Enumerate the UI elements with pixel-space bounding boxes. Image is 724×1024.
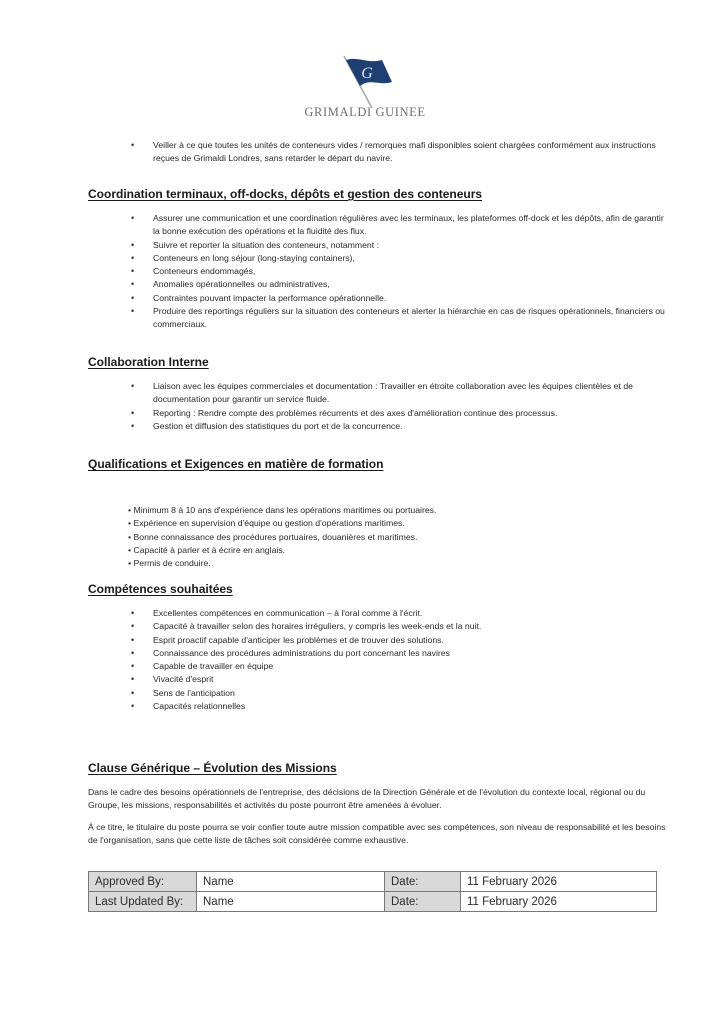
collaboration-list <box>88 380 668 433</box>
list-item: • Produire des reportings réguliers sur la situation des conteneurs et alerter la hiérarchie en cas de risques opérationnels, financiers ou commerciaux. <box>88 305 668 332</box>
section-title-collaboration: Collaboration Interne <box>88 355 209 369</box>
table-row <box>89 872 657 892</box>
list-item: • Minimum 8 à 10 ans d'expérience dans les opérations maritimes ou portuaires. <box>128 505 437 515</box>
flag-icon <box>330 52 400 108</box>
list-item: • Connaissance des procédures administrations du port concernant les navires <box>88 647 668 660</box>
signoff-table <box>88 871 657 912</box>
list-item: • Reporting : Rendre compte des problèmes récurrents et des axes d'amélioration continue des processus. <box>88 407 668 420</box>
last-updated-by-label: Last Updated By: <box>89 892 197 912</box>
list-item: • Vivacité d'esprit <box>88 673 668 686</box>
list-item: • Capacité à parler et à écrire en anglais. <box>128 544 286 555</box>
intro-list <box>88 139 668 166</box>
section-title-coordination: Coordination terminaux, off-docks, dépôts et gestion des conteneurs <box>88 187 483 201</box>
list-item: • Suivre et reporter la situation des conteneurs, notamment : <box>88 239 668 252</box>
company-logo <box>300 52 430 122</box>
list-item: • Veiller à ce que toutes les unités de conteneurs vides / remorques mafi disponibles soient chargées conformément aux instructions reçues de Grimaldi Londres, sans retarder le départ du navire. <box>88 139 668 166</box>
date-label: Date: <box>385 872 461 892</box>
section-title-qualifications: Qualifications et Exigences en matière de formation <box>88 457 384 471</box>
list-item: • Contraintes pouvant impacter la performance opérationnelle. <box>88 292 668 305</box>
list-item: • Sens de l'anticipation <box>88 687 668 700</box>
approved-date: 11 February 2026 <box>461 872 657 892</box>
list-item: • Permis de conduire. <box>128 558 211 569</box>
list-item: • Bonne connaissance des procédures portuaires, douanières et maritimes. <box>128 531 418 542</box>
approved-by-name: Name <box>197 872 385 892</box>
clause-text <box>88 786 668 847</box>
list-item: • Capable de travailler en équipe <box>88 660 668 673</box>
competences-list <box>88 607 668 713</box>
list-item: • Assurer une communication et une coordination régulières avec les terminaux, les plateformes off-dock et les dépôts, afin de garantir la bonne exécution des opérations et la fluidité des flux. <box>88 212 668 239</box>
list-item: • Esprit proactif capable d'anticiper les problèmes et de trouver des solutions. <box>88 634 668 647</box>
list-item: • Anomalies opérationnelles ou administratives, <box>88 278 668 291</box>
list-item: • Conteneurs endommagés, <box>88 265 668 278</box>
list-item: • Excellentes compétences en communication – à l'oral comme à l'écrit. <box>88 607 668 620</box>
approved-by-label: Approved By: <box>89 872 197 892</box>
list-item: • Liaison avec les équipes commerciales et documentation : Travailler en étroite collaboration avec les équipes clientèles et de documentation pour garantir un service fluide. <box>88 380 668 407</box>
list-item: • Capacités relationnelles <box>88 700 668 713</box>
last-updated-date: 11 February 2026 <box>461 892 657 912</box>
table-row <box>89 892 657 912</box>
svg-text:G: G <box>361 65 373 82</box>
list-item: • Capacité à travailler selon des horaires irréguliers, y compris les week-ends et la nuit. <box>88 620 668 633</box>
coordination-list <box>88 212 668 332</box>
list-item: • Expérience en supervision d'équipe ou gestion d'opérations maritimes. <box>128 518 405 529</box>
list-item: • Gestion et diffusion des statistiques du port et de la concurrence. <box>88 420 668 433</box>
section-title-competences: Compétences souhaitées <box>88 582 233 596</box>
logo-text: GRIMALDI GUINEE <box>304 105 426 119</box>
list-item: • Conteneurs en long séjour (long-staying containers), <box>88 252 668 265</box>
section-title-clause: Clause Générique – Évolution des Missions <box>88 761 337 775</box>
paragraph: À ce titre, le titulaire du poste pourra se voir confier toute autre mission compatible avec ses compétences, son niveau de responsabilité et les besoins de l'organisation, sans que cette liste de tâches soit considérée comme exhaustive. <box>88 821 666 845</box>
date-label: Date: <box>385 892 461 912</box>
paragraph: Dans le cadre des besoins opérationnels de l'entreprise, des décisions de la Direction Générale et de l'évolution du contexte local, régional ou du Groupe, les missions, responsabilités et activités du poste pourront être amenées à évoluer. <box>88 787 646 811</box>
qualifications-list <box>88 504 668 570</box>
last-updated-by-name: Name <box>197 892 385 912</box>
